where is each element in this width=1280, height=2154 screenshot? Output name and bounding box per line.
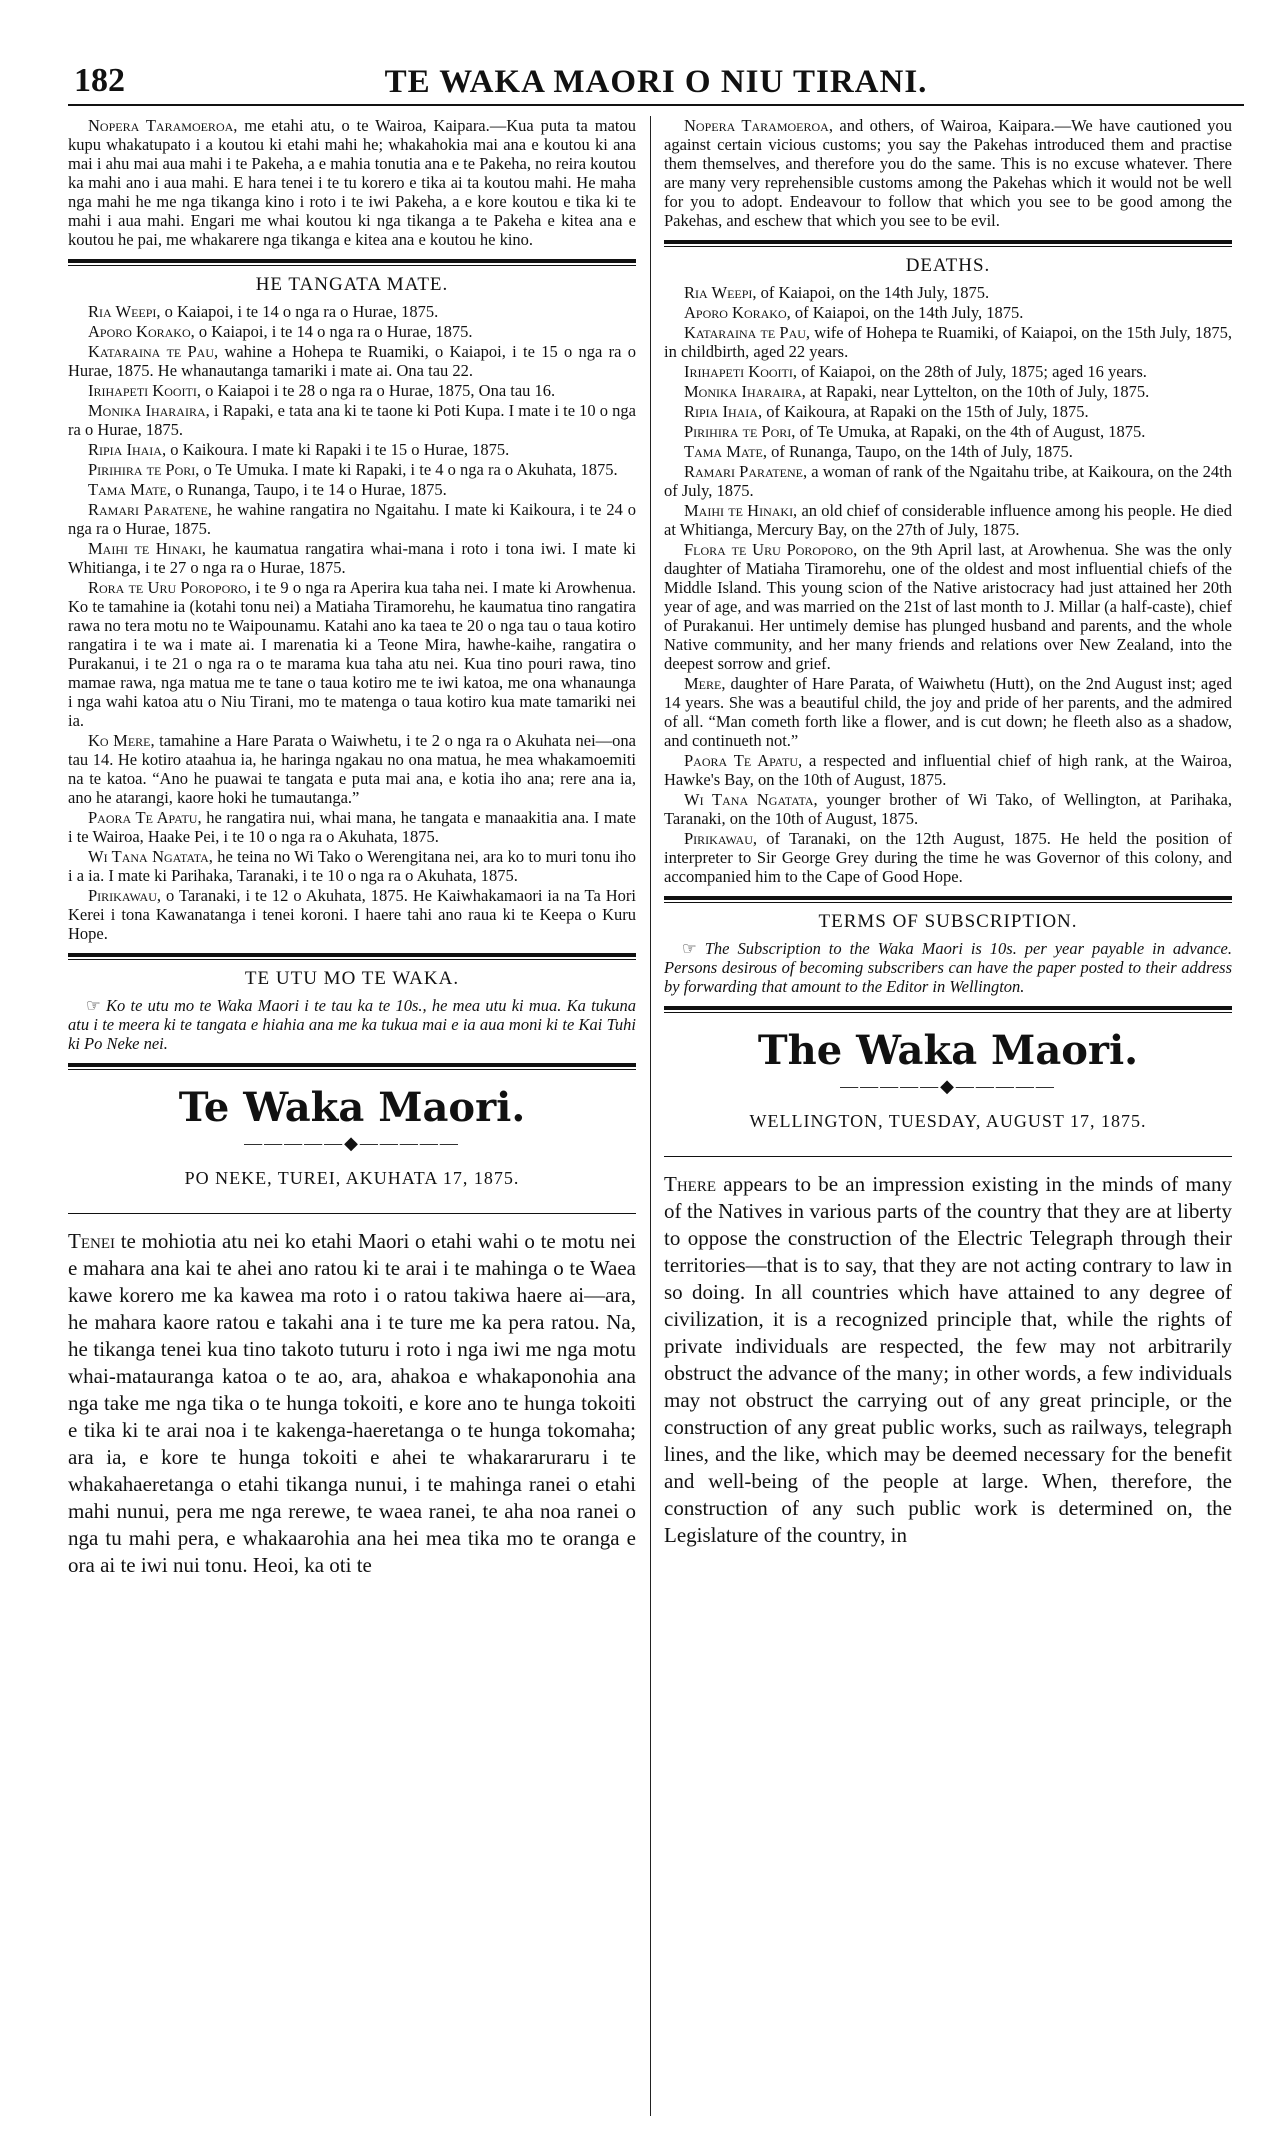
death-notice bbox=[68, 847, 636, 885]
deceased-name: Wi Tana Ngatata, bbox=[88, 847, 213, 866]
death-notice bbox=[664, 422, 1232, 441]
deceased-name: Tama Mate, bbox=[684, 442, 767, 461]
deceased-name: Rora te Uru Poroporo, bbox=[88, 578, 252, 597]
deceased-name: Mere, bbox=[684, 674, 726, 693]
death-notice-text: of Kaiapoi, on the 14th July, 1875. bbox=[756, 283, 990, 302]
death-notice bbox=[664, 501, 1232, 539]
death-notice-text: of Kaikoura, at Rapaki on the 15th of July, 1875. bbox=[762, 402, 1089, 421]
death-notice-text: daughter of Hare Parata, of Waiwhetu (Hutt), on the 2nd August inst; aged 14 years. She was a beautiful child, the joy and pride of her parents, and the admired of all. “Man cometh forth like a flower, and is cut down; he fleeth also as a shadow, and continueth not.” bbox=[664, 674, 1232, 750]
dateline-english: WELLINGTON, TUESDAY, AUGUST 17, 1875. bbox=[749, 1111, 1147, 1131]
deaths-list-english bbox=[664, 283, 1232, 886]
deceased-name: Maihi te Hinaki, bbox=[88, 539, 206, 558]
section-rule bbox=[68, 1063, 636, 1070]
masthead-maori: Te Waka Maori. bbox=[178, 1084, 526, 1131]
subscription-heading-english: TERMS OF SUBSCRIPTION. bbox=[818, 911, 1078, 932]
death-notice-text: wahine a Hohepa te Ruamiki, o Kaiapoi, i te 15 o nga ra o Hurae, 1875. He whanautanga tamariki i mate ai. Ona tau 22. bbox=[68, 342, 636, 380]
death-notice-text: of Taranaki, on the 12th August, 1875. He held the position of interpreter to Sir George Grey during the time he was Governor of this colony, and accompanied him to the Cape of Good Hope. bbox=[664, 829, 1232, 886]
death-notice bbox=[664, 382, 1232, 401]
death-notice bbox=[68, 401, 636, 439]
death-notice-text: a respected and influential chief of high rank, at the Wairoa, Hawke's Bay, on the 10th of August, 1875. bbox=[664, 751, 1232, 789]
notice-to-correspondent: Nopera Taramoeroa, me etahi atu, o te Wairoa, Kaipara.—Kua puta ta matou kupu whakatupato i a koutou ki etahi mahi he; whakahokia mai ana e koutou ki ana mai i ahu mai aua mahi i te Pakeha, a e mahia tonutia ana e te Pakeha, no reira koutou ka mahi ano i aua mahi. E hara tenei i te tu korero e tika ai ta koutou mahi. He maha nga mahi he me nga tikanga kino i roto i te iwi Pakeha, a e kore koutou e tika ki te mahi i aua mahi. Engari me whai koutou ki nga tikanga a te Pakeha e kitea ana e koutou he pai, me whakarere nga tikanga e kitea ana e koutou he kino. bbox=[68, 116, 637, 249]
death-notice-text: of Kaiapoi, on the 14th July, 1875. bbox=[790, 303, 1024, 322]
death-notice-text: o Kaikoura. I mate ki Rapaki i te 15 o Hurae, 1875. bbox=[166, 440, 510, 459]
death-notice-text: o Runanga, Taupo, i te 14 o Hurae, 1875. bbox=[171, 480, 447, 499]
death-notice bbox=[68, 480, 636, 499]
deaths-heading-english: DEATHS. bbox=[905, 255, 991, 276]
death-notice bbox=[664, 829, 1232, 886]
death-notice bbox=[68, 539, 636, 577]
english-column bbox=[664, 116, 1232, 2116]
section-rule bbox=[664, 896, 1232, 903]
death-notice bbox=[664, 402, 1232, 421]
death-notice-text: o Kaiapoi i te 28 o nga ra o Hurae, 1875, Ona tau 16. bbox=[200, 381, 556, 400]
ornament-rule: ―――――◆――――― bbox=[840, 1076, 1056, 1096]
death-notice bbox=[68, 440, 636, 459]
notice-to-correspondent-english: Nopera Taramoeroa, and others, of Wairoa, Kaipara.—We have cautioned you against certain vicious customs; you say the Pakehas introduced them and practise them themselves, and therefore you do the same. This is no excuse whatever. There are many very reprehensible customs among the Pakehas which it would not be well for you to adopt. Endeavour to follow that which you see to be good among the Pakehas, and eschew that which you see to be evil. bbox=[664, 116, 1233, 230]
newspaper-page bbox=[68, 56, 1244, 2116]
death-notice bbox=[664, 462, 1232, 500]
deceased-name: Flora te Uru Poroporo, bbox=[684, 540, 858, 559]
death-notice-text: an old chief of considerable influence among his people. He died at Whitianga, Mercury Bay, on the 27th of July, 1875. bbox=[664, 501, 1232, 539]
death-notice bbox=[68, 500, 636, 538]
deceased-name: Ria Weepi, bbox=[684, 283, 757, 302]
death-notice-text: tamahine a Hare Parata o Waiwhetu, i te 2 o nga ra o Akuhata nei—ona tau 14. He kotiro ataahua ia, he haringa ngakau no ona matua, he mea whakamoemiti na te katoa. “Ano he puawai te tangata e puta mai ana, e kotia iho ana; rere ana ia, ano he atarangi, kaore hoki he tumautanga.” bbox=[68, 731, 636, 807]
deceased-name: Ramari Paratene, bbox=[88, 500, 212, 519]
deceased-name: Monika Iharaira, bbox=[88, 401, 210, 420]
deceased-name: Irihapeti Kooiti, bbox=[88, 381, 201, 400]
deceased-name: Pirikawau, bbox=[684, 829, 757, 848]
death-notice bbox=[68, 342, 636, 380]
pointing-hand-icon: ☞ bbox=[682, 939, 697, 958]
death-notice bbox=[664, 323, 1232, 361]
deceased-name: Paora Te Apatu, bbox=[88, 808, 202, 827]
death-notice-text: o Te Umuka. I mate ki Rapaki, i te 4 o nga ra o Akuhata, 1875. bbox=[199, 460, 618, 479]
editorial-maori: Tenei te mohiotia atu nei ko etahi Maori o etahi wahi o te motu nei e mahara ana kai te ahei ano ratou ki te arai i te mahinga o te Waea kawe korero me ka kawea ma roto i o ratou takiwa haere ai—ara, he mahara kaore ratou e takahi ana i te ture me ka pera ratou. Na, he tikanga tenei kua tino takoto tuturu i roto i nga iwi me nga motu whai-matauranga katoa o te ao, ara, ahakoa e whakaponohia ana nga take me nga tika o te hunga tokoiti, e kore ano te hunga tokoiti e tika ki te arai noa i te kakenga-haeretanga o te hunga tokomaha; ara ia, e kore te hunga tokoiti e ahei te whakararuraru i te whakahaeretanga o etahi tikanga nunui, i te mahinga ranei o etahi mahi nunui, pera me nga rerewe, te waea ranei, te aha noa ranei o nga tu mahi pera, e whakaarohia ana hei mea tika mo te oranga e ora ai te iwi nui tonu. Heoi, ka oti te bbox=[68, 1213, 636, 1579]
death-notice bbox=[68, 302, 636, 321]
death-notice-text: o Taranaki, i te 12 o Akuhata, 1875. He Kaiwhakamaori ia na Ta Hori Kerei i tona Kawanatanga i tenei koroni. I haere tahi ano raua ki te Keepa o Kuru Hope. bbox=[68, 886, 636, 943]
death-notice bbox=[664, 362, 1232, 381]
deceased-name: Ria Weepi, bbox=[88, 302, 161, 321]
death-notice-text: o Kaiapoi, i te 14 o nga ra o Hurae, 1875. bbox=[194, 322, 473, 341]
dateline-maori: PO NEKE, TUREI, AKUHATA 17, 1875. bbox=[184, 1168, 520, 1188]
death-notice-text: he wahine rangatira no Ngaitahu. I mate ki Kaikoura, i te 24 o nga ra o Hurae, 1875. bbox=[68, 500, 636, 538]
death-notice bbox=[68, 381, 636, 400]
deceased-name: Ripia Ihaia, bbox=[684, 402, 763, 421]
section-rule bbox=[664, 240, 1232, 247]
deceased-name: Kataraina te Pau, bbox=[684, 323, 811, 342]
death-notice-text: on the 9th April last, at Arowhenua. She was the only daughter of Matiaha Tiramorehu, one of the oldest and most influential chiefs of the Middle Island. This young scion of the Native aristocracy had just attained her 20th year of age, and was married on the 21st of last month to J. Millar (a half-caste), chief of Purakanui. Her untimely demise has plunged husband and parents, and the whole Native community, and her many friends and relations over New Zealand, into the deepest sorrow and grief. bbox=[664, 540, 1232, 673]
editorial-english: There appears to be an impression existing in the minds of many of the Natives in various parts of the country that they are at liberty to oppose the construction of the Electric Telegraph through their territories—that is to say, that they are not acting contrary to law in so doing. In all countries which have attained to any degree of civilization, it is a recognized principle that, while the rights of private individuals are respected, the few may not arbitrarily obstruct the advance of the many; in other words, a few individuals may not obstruct the carrying out of any great principle, or the construction of any great public works, such as railways, telegraph lines, and the like, which may be deemed necessary for the benefit and well-being of the people at large. When, therefore, the construction of any such public work is determined on, the Legislature of the country, in bbox=[664, 1156, 1232, 1549]
subscription-notice-maori: ☞ Ko te utu mo te Waka Maori i te tau ka te 10s., he mea utu ki mua. Ka tukuna atu i te meera ki te tangata e hiahia ana me ka tukua mai e ia aua moni ki te Kai Tuhi ki Po Neke nei. bbox=[68, 996, 636, 1053]
deceased-name: Kataraina te Pau, bbox=[88, 342, 219, 361]
deaths-list-maori bbox=[68, 302, 636, 943]
deceased-name: Tama Mate, bbox=[88, 480, 171, 499]
subscription-notice-english: ☞ The Subscription to the Waka Maori is 10s. per year payable in advance. Persons desirous of becoming subscribers can have the paper posted to their address by forwarding that amount to the Editor in Wellington. bbox=[664, 939, 1233, 996]
deceased-name: Ramari Paratene, bbox=[684, 462, 808, 481]
death-notice bbox=[68, 578, 636, 730]
deceased-name: Pirihira te Pori, bbox=[684, 422, 796, 441]
newspaper-title: TE WAKA MAORI O NIU TIRANI. bbox=[384, 64, 928, 100]
death-notice-text: i te 9 o nga ra Aperira kua taha nei. I mate ki Arowhenua. Ko te tamahine ia (kotahi tonu nei) a Matiaha Tiramorehu, he kaumatua tino rangatira rawa no tera motu no te Waipounamu. Katahi ano ka taea te 20 o nga tau o taua kotiro rangatira i te wa i mate ai. I marenatia ki a Teone Mira, hawhe-kaihe, rangatira o Purakanui, i te 21 o nga ra o te marama kua taha atu nei. Kua tino pouri rawa, tino mamae rawa, nga matua me te tane o taua kotiro me te iwi katoa, me ona whanaunga i nga wahi katoa atu o Niu Tirani, mo te matenga o taua kotiro kua mate tamariki nei ia. bbox=[68, 578, 637, 730]
deceased-name: Pirikawau, bbox=[88, 886, 161, 905]
deceased-name: Aporo Korako, bbox=[684, 303, 791, 322]
death-notice bbox=[664, 442, 1232, 461]
death-notice bbox=[68, 460, 636, 479]
death-notice bbox=[664, 303, 1232, 322]
pointing-hand-icon: ☞ bbox=[86, 996, 101, 1015]
death-notice-text: at Rapaki, near Lyttelton, on the 10th of July, 1875. bbox=[805, 382, 1150, 401]
masthead-english: The Waka Maori. bbox=[757, 1027, 1139, 1074]
deceased-name: Irihapeti Kooiti, bbox=[684, 362, 797, 381]
section-rule bbox=[664, 1006, 1232, 1013]
death-notice-text: i Rapaki, e tata ana ki te taone ki Poti Kupa. I mate i te 10 o nga ra o Hurae, 1875. bbox=[68, 401, 637, 439]
page-number: 182 bbox=[74, 62, 125, 99]
subscription-heading-maori: TE UTU MO TE WAKA. bbox=[244, 968, 460, 989]
deceased-name: Aporo Korako, bbox=[88, 322, 195, 341]
death-notice bbox=[664, 540, 1232, 673]
death-notice bbox=[68, 322, 636, 341]
death-notice-text: younger brother of Wi Tako, of Wellington, at Parihaka, Taranaki, on the 10th of August, 1875. bbox=[664, 790, 1232, 828]
death-notice-text: of Runanga, Taupo, on the 14th of July, 1875. bbox=[767, 442, 1073, 461]
death-notice-text: he kaumatua rangatira whai-mana i roto i tona iwi. I mate ki Whitianga, i te 27 o nga ra o Hurae, 1875. bbox=[68, 539, 637, 577]
section-rule bbox=[68, 259, 636, 266]
death-notice-text: he rangatira nui, whai mana, he tangata e manaakitia ana. I mate i te Wairoa, Haake Pei, i te 10 o nga ra o Akuhata, 1875. bbox=[68, 808, 637, 846]
ornament-rule: ―――――◆――――― bbox=[244, 1133, 460, 1153]
death-notice bbox=[664, 751, 1232, 789]
deceased-name: Ripia Ihaia, bbox=[88, 440, 167, 459]
deceased-name: Maihi te Hinaki, bbox=[684, 501, 798, 520]
death-notice bbox=[664, 283, 1232, 302]
page-header bbox=[68, 56, 1244, 106]
death-notice-text: he teina no Wi Tako o Werengitana nei, ara ko to muri tonu iho i a ia. I mate ki Parihaka, Taranaki, i te 10 o nga ra o Akuhata, 1875. bbox=[68, 847, 636, 885]
death-notice bbox=[664, 790, 1232, 828]
death-notice-text: o Kaiapoi, i te 14 o nga ra o Hurae, 1875. bbox=[160, 302, 439, 321]
death-notice bbox=[664, 674, 1232, 750]
death-notice-text: wife of Hohepa te Ruamiki, of Kaiapoi, on the 15th July, 1875, in childbirth, aged 22 years. bbox=[664, 323, 1232, 361]
death-notice bbox=[68, 808, 636, 846]
deaths-heading-maori: HE TANGATA MATE. bbox=[255, 274, 449, 295]
deceased-name: Pirihira te Pori, bbox=[88, 460, 200, 479]
death-notice-text: of Kaiapoi, on the 28th of July, 1875; aged 16 years. bbox=[796, 362, 1147, 381]
deceased-name: Paora Te Apatu, bbox=[684, 751, 803, 770]
deceased-name: Ko Mere, bbox=[88, 731, 155, 750]
deceased-name: Monika Iharaira, bbox=[684, 382, 806, 401]
death-notice-text: of Te Umuka, at Rapaki, on the 4th of August, 1875. bbox=[795, 422, 1146, 441]
deceased-name: Wi Tana Ngatata, bbox=[684, 790, 818, 809]
section-rule bbox=[68, 953, 636, 960]
death-notice bbox=[68, 731, 636, 807]
maori-column bbox=[68, 116, 636, 2116]
death-notice bbox=[68, 886, 636, 943]
death-notice-text: a woman of rank of the Ngaitahu tribe, at Kaikoura, on the 24th of July, 1875. bbox=[664, 462, 1232, 500]
